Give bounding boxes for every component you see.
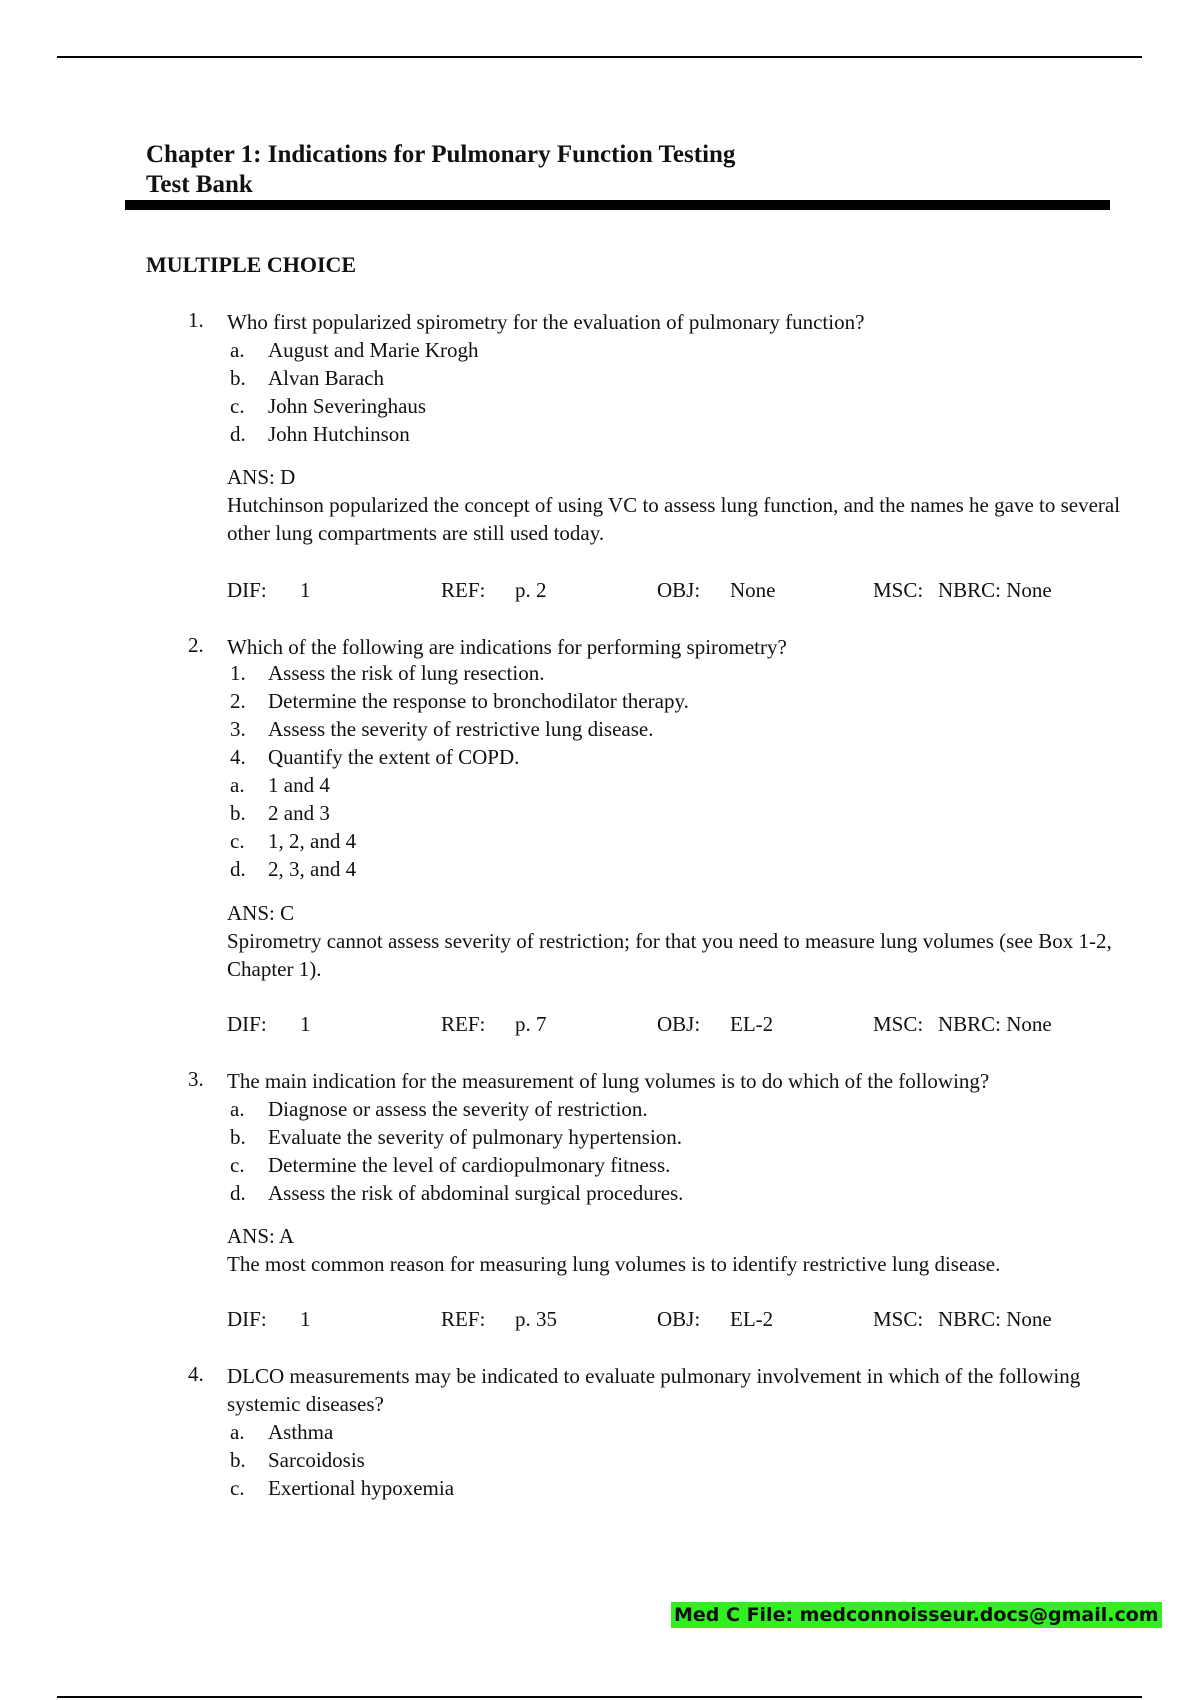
question-stem: Who first popularized spirometry for the evaluation of pulmonary function?	[227, 310, 865, 334]
answer-explanation: Hutchinson popularized the concept of using VC to assess lung function, and the names he gave to several other lung compartments are still used today.	[227, 493, 1121, 545]
section-heading: MULTIPLE CHOICE	[146, 252, 357, 277]
statement-number: 3.	[230, 717, 246, 741]
option-text: Asthma	[268, 1420, 334, 1444]
dif-label: DIF:	[227, 578, 267, 602]
option-letter: c.	[230, 1153, 245, 1177]
obj-value: None	[730, 578, 776, 602]
obj-value: EL-2	[730, 1307, 774, 1331]
option-letter: d.	[230, 857, 246, 881]
chapter-header	[146, 140, 735, 200]
msc-value: NBRC: None	[938, 578, 1052, 602]
statement-number: 4.	[230, 745, 246, 769]
msc-label: MSC:	[873, 578, 924, 602]
option-letter: a.	[230, 1420, 245, 1444]
question-number: 2.	[188, 633, 204, 657]
question-number: 1.	[188, 308, 204, 332]
option-text: John Hutchinson	[268, 422, 410, 446]
option-letter: d.	[230, 1181, 246, 1205]
question-number: 3.	[188, 1067, 204, 1091]
statement-number: 2.	[230, 689, 246, 713]
ref-label: REF:	[441, 578, 486, 602]
option-text: Alvan Barach	[268, 366, 385, 390]
option-letter: b.	[230, 366, 246, 390]
answer-key: ANS: D	[227, 465, 296, 489]
ref-label: REF:	[441, 1307, 486, 1331]
ref-value: p. 35	[515, 1307, 557, 1331]
test-bank-label: Test Bank	[146, 171, 253, 198]
answer-explanation: Spirometry cannot assess severity of restriction; for that you need to measure lung volumes (see Box 1-2, Chapter 1).	[227, 929, 1112, 981]
dif-value: 1	[300, 578, 311, 602]
answer-key: ANS: C	[227, 901, 295, 925]
option-text: Exertional hypoxemia	[268, 1476, 455, 1500]
option-letter: c.	[230, 394, 245, 418]
option-letter: b.	[230, 801, 246, 825]
option-letter: a.	[230, 338, 245, 362]
ref-value: p. 7	[515, 1012, 547, 1036]
watermark-contact: Med C File: medconnoisseur.docs@gmail.com	[671, 1602, 1162, 1628]
obj-label: OBJ:	[657, 1307, 701, 1331]
answer-key: ANS: A	[227, 1224, 295, 1248]
statement-number: 1.	[230, 661, 246, 685]
obj-label: OBJ:	[657, 1012, 701, 1036]
statement-text: Determine the response to bronchodilator therapy.	[268, 689, 689, 713]
question-number: 4.	[188, 1362, 204, 1386]
option-letter: b.	[230, 1448, 246, 1472]
answer-explanation: The most common reason for measuring lung volumes is to identify restrictive lung disease.	[227, 1252, 1001, 1276]
question-stem: Which of the following are indications for performing spirometry?	[227, 635, 787, 659]
option-letter: b.	[230, 1125, 246, 1149]
option-text: John Severinghaus	[268, 394, 427, 418]
question-stem: DLCO measurements may be indicated to evaluate pulmonary involvement in which of the following systemic diseases?	[227, 1364, 1081, 1416]
option-letter: d.	[230, 422, 246, 446]
msc-value: NBRC: None	[938, 1012, 1052, 1036]
option-text: Assess the risk of abdominal surgical procedures.	[268, 1181, 684, 1205]
msc-value: NBRC: None	[938, 1307, 1052, 1331]
option-text: 1, 2, and 4	[268, 829, 357, 853]
dif-label: DIF:	[227, 1307, 267, 1331]
option-letter: c.	[230, 829, 245, 853]
option-text: 2 and 3	[268, 801, 330, 825]
option-text: Evaluate the severity of pulmonary hypertension.	[268, 1125, 683, 1149]
chapter-title: Chapter 1: Indications for Pulmonary Function Testing	[146, 141, 736, 168]
dif-label: DIF:	[227, 1012, 267, 1036]
bottom-rule	[57, 1696, 1142, 1698]
option-text: Diagnose or assess the severity of restriction.	[268, 1097, 648, 1121]
statement-text: Quantify the extent of COPD.	[268, 745, 520, 769]
statement-text: Assess the severity of restrictive lung disease.	[268, 717, 654, 741]
msc-label: MSC:	[873, 1307, 924, 1331]
top-rule	[57, 56, 1142, 58]
title-divider	[125, 200, 1110, 210]
option-text: 2, 3, and 4	[268, 857, 357, 881]
dif-value: 1	[300, 1307, 311, 1331]
option-letter: a.	[230, 773, 245, 797]
option-letter: a.	[230, 1097, 245, 1121]
obj-label: OBJ:	[657, 578, 701, 602]
obj-value: EL-2	[730, 1012, 774, 1036]
ref-label: REF:	[441, 1012, 486, 1036]
option-text: Determine the level of cardiopulmonary fitness.	[268, 1153, 671, 1177]
statement-text: Assess the risk of lung resection.	[268, 661, 545, 685]
option-text: Sarcoidosis	[268, 1448, 365, 1472]
option-text: August and Marie Krogh	[268, 338, 479, 362]
msc-label: MSC:	[873, 1012, 924, 1036]
ref-value: p. 2	[515, 578, 547, 602]
option-letter: c.	[230, 1476, 245, 1500]
question-stem: The main indication for the measurement of lung volumes is to do which of the following?	[227, 1069, 990, 1093]
dif-value: 1	[300, 1012, 311, 1036]
option-text: 1 and 4	[268, 773, 330, 797]
